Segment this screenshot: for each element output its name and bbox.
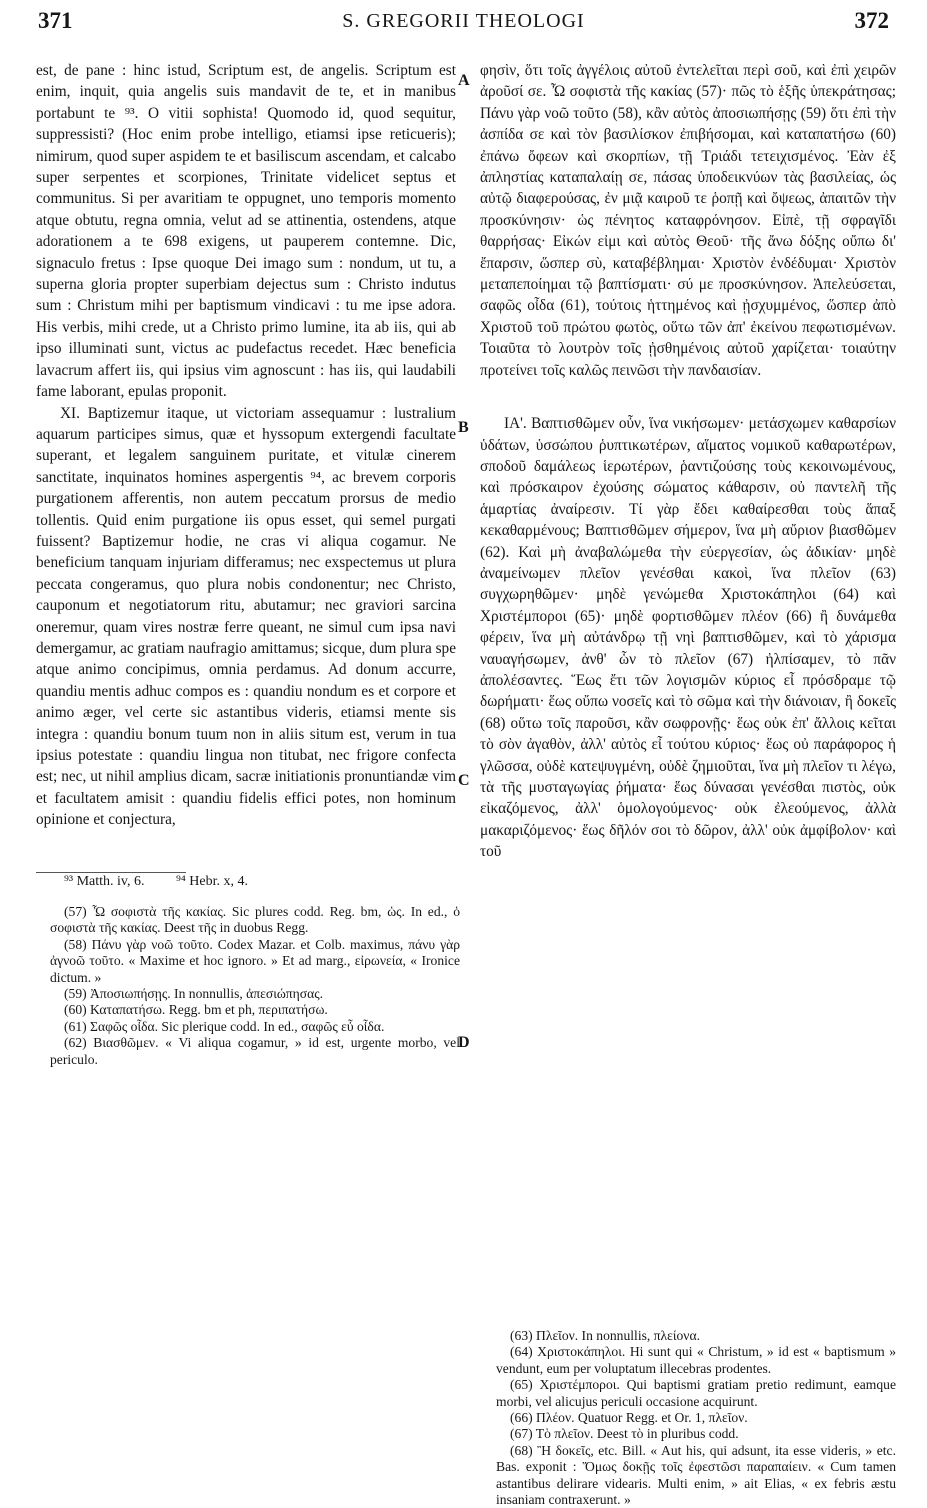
- greek-paragraph-1: φησὶν, ὅτι τοῖς ἀγγέλοις αὐτοῦ ἐντελεῖται περὶ σοῦ, καὶ ἐπὶ χειρῶν ἀροῦσί σε. Ὦ σοφιστὰ τῆς κακίας (57)· πῶς τὸ ἑξῆς ὑπεκράτησας; Πάνυ γὰρ νοῶ τοῦτο (58), κἂν αὐτὸς ἀποσιωπήσῃς (59) ὅτι ἐπὶ τὴν ἀσπίδα σε καὶ τὸν βασιλίσκον ἐπιβήσομαι, καὶ καταπατήσω (60) ἐπάνω ὄφεων καὶ σκορπίων, τῇ Τριάδι τετειχισμένος. Ἐὰν ἐξ ἀπληστίας καταπαλαίῃ σε, πάσας ὑποδεικνύων τὰς βασιλείας, ὡς αὐτῷ διαφερούσας, ἐν μιᾷ καιροῦ τε ῥοπῇ καὶ ὄψεως, ἀπαιτῶν τὴν προσκύνησιν· ὡς πένητος καταφρόνησον. Εἰπὲ, τῇ σφραγῖδι θαρρήσας· Εἰκών εἰμι καὶ αὐτὸς Θεοῦ· τῆς ἄνω δόξης οὔπω δι' ἔπαρσιν, ὥσπερ σὺ, καταβέβλημαι· Χριστὸν ἐνδέδυμαι· Χριστὸν μεταπεποίημαι τῷ βαπτίσματι· σύ με προσκύνησον. Ἀπελεύσεται, σαφῶς οἶδα (61), τούτοις ἡττημένος καὶ ᾐσχυμμένος, ὥσπερ ἀπὸ Χριστοῦ τοῦ πρώτου φωτὸς, οὕτω τῶν ἀπ' ἐκείνου πεφωτισμένων. Τοιαῦτα τὸ λουτρὸν τοῖς ᾐσθημένοις αὐτοῦ χαρίζεται· τοιαύτην προτείνει τοῖς καλῶς πεινῶσι τὴν πανδαισίαν.: [480, 62, 896, 379]
- footnote-separator: [36, 872, 186, 873]
- footnote: (59) Ἀποσιωπήσῃς. In nonnullis, ἀπεσιώπησας.: [64, 986, 323, 1002]
- footnote: (60) Καταπατήσω. Regg. bm et ph, περιπατήσω.: [64, 1002, 328, 1018]
- page-number-left: 371: [38, 8, 73, 33]
- footnotes-right-column: [496, 1328, 896, 1508]
- margin-letter-b: B: [458, 419, 469, 436]
- margin-letter-d: D: [458, 1034, 470, 1051]
- footnote: (67) Τὸ πλεῖον. Deest τὸ in pluribus codd.: [510, 1426, 739, 1442]
- biblical-ref: ⁹⁴ Hebr. x, 4.: [176, 874, 248, 889]
- greek-paragraph-2: ΙΑ'. Βαπτισθῶμεν οὖν, ἵνα νικήσωμεν· μετάσχωμεν καθαρσίων ὑδάτων, ὑσσώπου ῥυπτικωτέρων, αἵματος νομικοῦ καθαρωτέρων, σποδοῦ δαμάλεως ἱερωτέρων, ῥαντιζούσης τοὺς κεκοινωμένους, καὶ πρόσκαιρον ἐχούσης σώματος κάθαρσιν, οὐ παντελῆ τῆς ἁμαρτίας ἀναίρεσιν. Τί γὰρ ἔδει καθαίρεσθαι τοὺς ἅπαξ κεκαθαρμένους; Βαπτισθῶμεν σήμερον, ἵνα μὴ αὔριον βιασθῶμεν (62). Καὶ μὴ ἀναβαλώμεθα τὴν εὐεργεσίαν, ὡς ἀδικίαν· μηδὲ ἀναμείνωμεν πλεῖον γενέσθαι κακοὶ, ἵνα πλεῖον (63) συγχωρηθῶμεν· μηδὲ γενώμεθα Χριστοκάπηλοι (64) καὶ Χριστέμποροι (65)· μηδὲ φορτισθῶμεν πλέον (66) ἢ δυνάμεθα φέρειν, ἵνα μὴ αὐτάνδρῳ τῇ νηὶ βαπτισθῶμεν, καὶ τὸ χάρισμα ναυαγήσωμεν, ἀνθ' ὧν τὸ πλεῖον (67) ἠλπίσαμεν, τὸ πᾶν ἀπολέσαντες. Ἕως ἔτι τῶν λογισμῶν κύριος εἶ πρόσδραμε τῷ δωρήματι· ἕως οὔπω νοσεῖς καὶ τὸ σῶμα καὶ τὴν διάνοιαν, ἢ δοκεῖς (68) οὕτω τοῖς παροῦσι, κἂν σωφρονῇς· ἕως οὐκ ἐπ' ἄλλοις κεῖται τὸ σὸν ἀγαθὸν, ἀλλ' αὐτὸς εἶ τούτου κύριος· ἕως οὐ παράφορος ἡ γλῶσσα, οὐδὲ κατεψυγμένη, οὐδὲ ζημιοῦται, ἵνα μὴ πλεῖον τι λέγω, τὰ τῆς μυσταγωγίας ῥήματα· ἕως δύνασαι γενέσθαι πιστὸς, οὐκ εἰκαζόμενος, ἀλλ' ὁμολογούμενος· οὐκ ἐλεούμενος, ἀλλὰ μακαριζόμενος· ἕως δῆλόν σοι τὸ δῶρον, ἀλλ' οὐκ ἀμφίβολον· καὶ τοῦ: [480, 415, 896, 861]
- footnotes-left-column: [50, 904, 460, 1424]
- latin-paragraph-2: XI. Baptizemur itaque, ut victoriam assequamur : lustralium aquarum participes simus, quæ et hyssopum extergendi facultate superant, et legalem sanguinem puritate, et vitulæ cinerem sanctitate, inquinatos homines aspergentis ⁹⁴, ac brevem corporis purgationem afferentis, non autem peccatum prorsus de medio tollentis. Quid enim purgatione iis opus esset, qui semel purgati fuissent? Baptizemur hodie, ne cras vi aliqua cogamur. Ne beneficium tanquam injuriam differamus; nec exspectemus ut plura peccata congeramus, quo plura nobis condonentur; nec Christo, cauponum et negotiatorum ritu, abutamur; nec graviori sarcina oneremur, quam vires nostræ ferre queant, ne simul cum ipsa navi demergamur, ac gratiam naufragio amittamus; sicque, dum plura spe atque animo concipimus, omnia perdamus. Ad donum accurre, quandiu mentis adhuc compos es : quandiu nondum es et corpore et animo æger, vel certe sic astantibus videris, etiamsi mente sis integra : quandiu bonum tuum non in aliis situm est, verum in tua ipsius potestate : quandiu lingua non titubat, nec frigore confecta est; nec, ut nihil amplius dicam, sacræ initiationis pronuntiandæ vim et facultatem amisit : quandiu fidelis effici potes, non hominum opinione et conjectura,: [36, 404, 456, 829]
- paragraph-gap: [480, 381, 896, 413]
- latin-text-column: [36, 60, 456, 860]
- footnote: (68) Ἢ δοκεῖς, etc. Bill. « Aut his, qui adsunt, ita esse videris, » etc. Bas. exponit : Ὅμως δοκῇς τοῖς ἐφεστῶσι παραπαίειν. « Cum tamen astantibus delirare videaris. Multi enim, » ait Elias, « ex febris æstu insaniam contraxerunt. »: [496, 1442, 896, 1508]
- footnote: (64) Χριστοκάπηλοι. Hi sunt qui « Christum, » id est « baptismum » vendunt, eum per voluptatum illecebras prodentes.: [496, 1344, 896, 1376]
- running-header: [38, 8, 889, 36]
- running-title: S. GREGORII THEOLOGI: [342, 10, 585, 32]
- margin-letter-c: C: [458, 772, 470, 789]
- footnote: (58) Πάνυ γὰρ νοῶ τοῦτο. Codex Mazar. et Colb. maximus, πάνυ γὰρ ἀγνοῶ τοῦτο. « Maxime et hoc ignoro. » Et ad marg., εἰρωνεία, « Ironice dictum. »: [50, 936, 460, 985]
- page-number-right: 372: [854, 8, 889, 33]
- biblical-ref: ⁹³ Matth. iv, 6.: [64, 874, 145, 889]
- footnote: (62) Βιασθῶμεν. « Vi aliqua cogamur, » id est, urgente morbo, vel periculo.: [50, 1035, 460, 1067]
- footnote: (57) Ὦ σοφιστὰ τῆς κακίας. Sic plures codd. Reg. bm, ὡς. In ed., ὁ σοφιστὰ τῆς κακίας. Deest τῆς in duobus Regg.: [50, 904, 460, 936]
- footnote: (61) Σαφῶς οἶδα. Sic plerique codd. In ed., σαφῶς εὖ οἶδα.: [64, 1018, 385, 1034]
- biblical-references: [64, 874, 454, 890]
- greek-text-column: [480, 60, 896, 860]
- footnote: (65) Χριστέμποροι. Qui baptismi gratiam pretio redimunt, eamque morbi, vel alicujus periculi occasione acquirunt.: [496, 1377, 896, 1409]
- footnote: (63) Πλεῖον. In nonnullis, πλείονα.: [510, 1328, 700, 1343]
- latin-paragraph-1: est, de pane : hinc istud, Scriptum est, de angelis. Scriptum est enim, inquit, quia angelis suis mandavit de te, et in manibus portabunt te ⁹³. O vitii sophista! Quomodo id, quod sequitur, suppressisti? (Hoc enim probe intelligo, etiamsi ipse reticueris); nimirum, quod super aspidem te et basiliscum ascendam, et calcabo super serpentes et scorpiones, Trinitate videlicet septus et communitus. Si per avaritiam te oppugnet, uno temporis momento atque obtutu, regna omnia, velut ad se attinentia, ostendens, atque adorationem a te 698 exigens, ut pauperem contemne. Dic, signaculo fretus : Ipse quoque Dei imago sum : nondum, ut tu, a superna gloria propter superbiam dejectus sum : Christo indutus sum : Christum mihi per baptismum vindicavi : tu me ipse adora. His verbis, mihi crede, ut a Christo primo lumine, ita ab iis, qui ab ipso illuminati sunt, victus ac pudefactus recedet. Hæc beneficia lavacrum affert iis, qui ipsius vim agnoscunt : has iis, qui laudabili fame laborant, epulas proponit.: [36, 62, 456, 401]
- margin-letter-a: A: [458, 72, 470, 89]
- footnote: (66) Πλέον. Quatuor Regg. et Or. 1, πλεῖον.: [510, 1410, 748, 1426]
